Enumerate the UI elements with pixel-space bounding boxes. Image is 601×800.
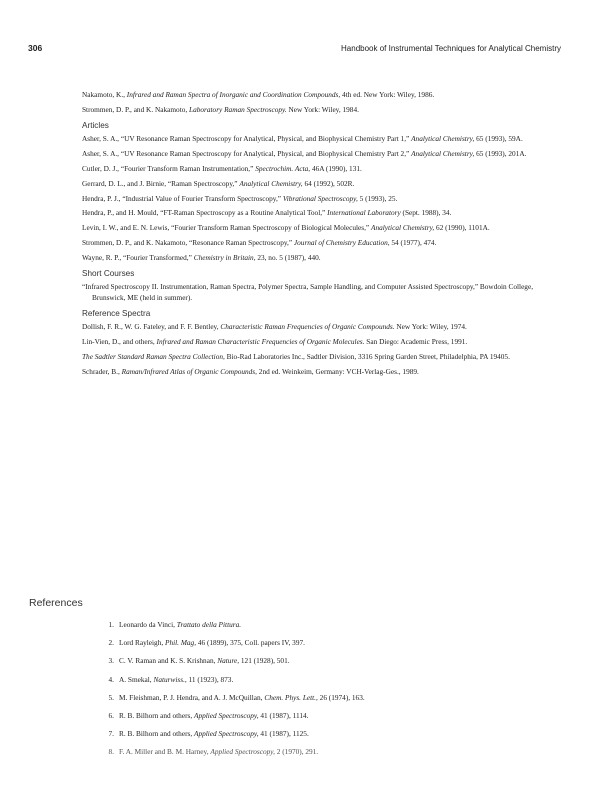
books-list bbox=[82, 90, 560, 115]
bibliography-entry: Asher, S. A., “UV Resonance Raman Spectroscopy for Analytical, Physical, and Biophysical Chemistry Part 1,” Analytical Chemistry, 65 (1993), 59A. bbox=[82, 134, 523, 144]
bibliography-entry: “Infrared Spectroscopy II. Instrumentation, Raman Spectra, Polymer Spectra, Sample Handling, and Computer Assisted Spectroscopy,” Bowdoin College, Brunswick, ME (held in summer). bbox=[82, 282, 534, 302]
reference-item: 1. Leonardo da Vinci, Trattato della Pittura. bbox=[108, 620, 242, 629]
articles-heading: Articles bbox=[82, 121, 109, 131]
reference-spectra-list bbox=[82, 322, 560, 377]
page-number: 306 bbox=[28, 43, 43, 53]
bibliography-entry: Schrader, B., Raman/Infrared Atlas of Organic Compounds, 2nd ed. Weinkeim, Germany: VCH-Verlag-Ges., 1989. bbox=[82, 366, 419, 376]
bibliography-content bbox=[82, 90, 560, 382]
reference-item: 4. A. Smekal, Naturwiss., 11 (1923), 873. bbox=[108, 674, 234, 684]
page-header bbox=[28, 43, 561, 53]
bibliography-entry: Nakamoto, K., Infrared and Raman Spectra of Inorganic and Coordination Compounds, 4th ed. New York: Wiley, 1986. bbox=[82, 90, 435, 99]
bibliography-entry: Strommen, D. P., and K. Nakamoto, “Resonance Raman Spectroscopy,” Journal of Chemistry Education, 54 (1977), 474. bbox=[82, 237, 437, 247]
bibliography-entry: Hendra, P., and H. Mould, “FT-Raman Spectroscopy as a Routine Analytical Tool,” International Laboratory (Sept. 1988), 34. bbox=[82, 208, 452, 218]
reference-item: 8. F. A. Miller and B. M. Harney, Applied Spectroscopy, 2 (1970), 291. bbox=[108, 747, 319, 757]
reference-item: 2. Lord Rayleigh, Phil. Mag, 46 (1899), 375, Coll. papers IV, 397. bbox=[108, 638, 305, 648]
bibliography-entry: Lin-Vien, D., and others, Infrared and Raman Characteristic Frequencies of Organic Molecules. San Diego: Academic Press, 1991. bbox=[82, 337, 468, 347]
reference-item: 7. R. B. Bilhorn and others, Applied Spectroscopy, 41 (1987), 1125. bbox=[108, 729, 309, 739]
bibliography-entry: Cutler, D. J., “Fourier Transform Raman Instrumentation,” Spectrochim. Acta, 46A (1990), 131. bbox=[82, 163, 362, 173]
short-courses-heading: Short Courses bbox=[82, 269, 135, 279]
bibliography-entry: Hendra, P. J., “Industrial Value of Fourier Transform Spectroscopy,” Vibrational Spectroscopy, 5 (1993), 25. bbox=[82, 193, 398, 203]
bibliography-entry: Gerrard, D. L., and J. Birnie, “Raman Spectroscopy,” Analytical Chemistry, 64 (1992), 502R. bbox=[82, 178, 355, 188]
articles-list bbox=[82, 134, 560, 263]
references-heading: References bbox=[29, 597, 83, 609]
bibliography-entry: Dollish, F. R., W. G. Fateley, and F. F. Bentley, Characteristic Raman Frequencies of Organic Compounds. New York: Wiley, 1974. bbox=[82, 322, 467, 332]
running-title: Handbook of Instrumental Techniques for Analytical Chemistry bbox=[341, 44, 561, 53]
reference-spectra-heading: Reference Spectra bbox=[82, 309, 151, 319]
bibliography-entry: Strommen, D. P., and K. Nakamoto, Laboratory Raman Spectroscopy. New York: Wiley, 1984. bbox=[82, 104, 359, 114]
reference-item: 6. R. B. Bilhorn and others, Applied Spectroscopy, 41 (1987), 1114. bbox=[108, 710, 309, 720]
bibliography-entry: The Sadtler Standard Raman Spectra Collection, Bio-Rad Laboratories Inc., Sadtler Division, 3316 Spring Garden Street, Philadelphia, PA 19405. bbox=[82, 351, 510, 361]
short-courses-list bbox=[82, 282, 560, 303]
reference-item: 5. M. Fleishman, P. J. Hendra, and A. J. McQuillan, Chem. Phys. Lett., 26 (1974), 163. bbox=[108, 692, 365, 702]
bibliography-entry: Wayne, R. P., “Fourier Transformed,” Chemistry in Britain, 23, no. 5 (1987), 440. bbox=[82, 252, 321, 262]
references-list bbox=[100, 620, 560, 766]
reference-item: 3. C. V. Raman and K. S. Krishnan, Nature, 121 (1928), 501. bbox=[108, 656, 290, 666]
bibliography-entry: Asher, S. A., “UV Resonance Raman Spectroscopy for Analytical, Physical, and Biophysical Chemistry Part 2,” Analytical Chemistry, 65 (1993), 201A. bbox=[82, 149, 527, 159]
bibliography-entry: Levin, I. W., and E. N. Lewis, “Fourier Transform Raman Spectroscopy of Biological Molecules,” Analytical Chemistry, 62 (1990), 1101A. bbox=[82, 223, 490, 233]
